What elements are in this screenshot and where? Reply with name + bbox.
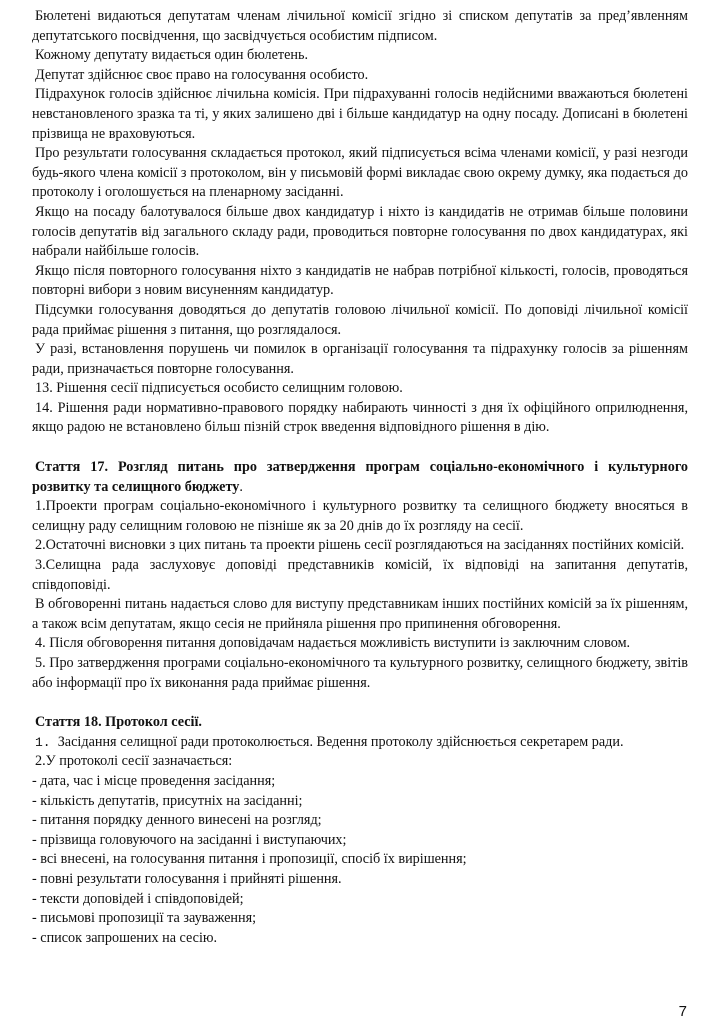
list-item: - дата, час і місце проведення засідання;	[32, 772, 276, 789]
list-item: - повні результати голосування і прийняті рішення.	[32, 870, 342, 887]
spacer	[32, 693, 688, 713]
paragraph: Бюлетені видаються депутатам членам лічильної комісії згідно зі списком депутатів за пред’явленням депутатського посвідчення, що засвідчується особистим підписом.	[32, 8, 688, 44]
article-18-title: Стаття 18. Протокол сесії.	[35, 714, 202, 731]
paragraph	[32, 733, 688, 753]
paragraph: Про результати голосування складається протокол, який підписується всіма членами комісії, у разі незгоди будь-якого члена комісії з протоколом, він у письмовій формі викладає свою окрему думку, яка подається до протоколу і оголошується на пленарному засіданні.	[32, 145, 688, 201]
paragraph: 5. Про затвердження програми соціально-економічного та культурного розвитку, селищного бюджету, звітів або інформації про їх виконання рада приймає рішення.	[32, 655, 688, 691]
page-number: 7	[678, 1003, 687, 1020]
list-item: - питання порядку денного винесені на розгляд;	[32, 812, 322, 829]
paragraph: 3.Селищна рада заслуховує доповіді представників комісій, їх відповіді на запитання депутатів, співдоповіді.	[32, 557, 688, 593]
list-item: - всі внесені, на голосування питання і пропозиції, спосіб їх вирішення;	[32, 851, 467, 868]
paragraph: Якщо після повторного голосування ніхто з кандидатів не набрав потрібної кількості, голосів, проводяться повторні вибори з новим висуненням кандидатур.	[32, 262, 688, 299]
protocol-items-list	[32, 772, 688, 948]
list-item: - кількість депутатів, присутніх на засіданні;	[32, 792, 303, 809]
paragraph: 2.Остаточні висновки з цих питань та проекти рішень сесії розглядаються на засіданнях постійних комісій.	[35, 537, 685, 554]
paragraph: 2.У протоколі сесії зазначається:	[35, 753, 233, 770]
paragraph: 14. Рішення ради нормативно-правового порядку набирають чинності з дня їх офіційного оприлюднення, якщо радою не встановлено більш пізній строк введення відповідного рішення в дію.	[32, 399, 688, 436]
item-text: Засідання селищної ради протоколюється. Ведення протоколу здійснюється секретарем ради.	[57, 733, 624, 750]
article-17	[32, 458, 688, 693]
paragraph: Підсумки голосування доводяться до депутатів головою лічильної комісії. По доповіді лічильної комісії рада приймає рішення з питання, що розглядалося.	[32, 301, 688, 338]
item-number: 1.	[35, 734, 51, 750]
paragraph: 13. Рішення сесії підписується особисто селищним головою.	[35, 380, 403, 397]
list-item: - список запрошених на сесію.	[32, 929, 218, 946]
paragraph: Кожному депутату видається один бюлетень.	[35, 47, 309, 64]
article-title-text: Стаття 17. Розгляд питань про затвердження програм соціально-економічного і культурного розвитку та селищного бюджету	[32, 459, 688, 495]
article-17-title	[32, 458, 688, 497]
paragraph: Депутат здійснює своє право на голосування особисто.	[35, 66, 369, 83]
article-18	[32, 713, 688, 948]
paragraph: Якщо на посаду балотувалося більше двох кандидатур і ніхто із кандидатів не отримав більше половини голосів депутатів від загального складу ради, проводиться повторне голосування по двох кандидатурах, які набрали найбільше голосів.	[32, 203, 688, 260]
paragraph: Підрахунок голосів здійснює лічильна комісія. При підрахуванні голосів недійсними вважаються бюлетені невстановленого зразка та ті, у яких залишено дві і більше кандидатур на одну посаду. Дописані в бюлетені прізвища не враховуються.	[32, 86, 688, 142]
document-page	[32, 7, 688, 948]
paragraph: 1.Проекти програм соціально-економічного і культурного розвитку та селищного бюджету вносяться в селищну раду селищним головою не пізніше як за 20 днів до їх розгляду на сесії.	[32, 498, 688, 534]
list-item: - тексти доповідей і співдоповідей;	[32, 890, 244, 907]
list-item: - прізвища головуючого на засіданні і виступаючих;	[32, 831, 347, 848]
paragraph: В обговоренні питань надається слово для виступу представникам інших постійних комісій за їх рішенням, а також всім депутатам, якщо сесія не прийняла рішення про припинення обговорення.	[32, 596, 688, 632]
section16-tail	[32, 7, 688, 438]
article-title-tail: .	[239, 478, 243, 495]
paragraph: 4. Після обговорення питання доповідачам надається можливість виступити із заключним словом.	[35, 635, 631, 652]
paragraph: У разі, встановлення порушень чи помилок в організації голосування та підрахунку голосів за рішенням ради, призначається повторне голосування.	[32, 341, 688, 377]
spacer	[32, 438, 688, 458]
list-item: - письмові пропозиції та зауваження;	[32, 910, 257, 927]
